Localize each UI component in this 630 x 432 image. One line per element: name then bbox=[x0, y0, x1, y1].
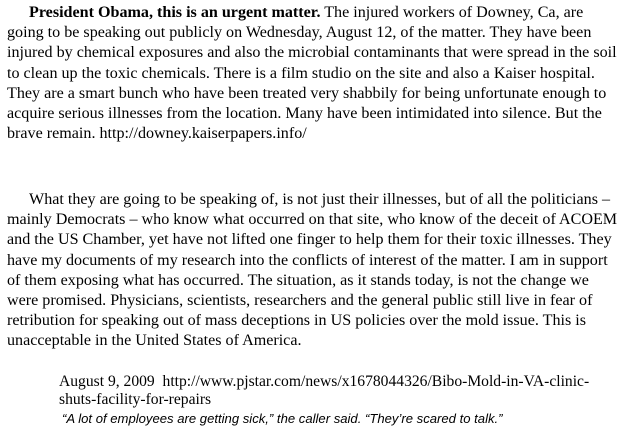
citation-url: http://www.pjstar.com/news/x1678044326/Bibo-Mold-in-VA-clinic-shuts-facility-for-repairs bbox=[59, 373, 590, 409]
letter-paragraph-2: What they are going to be speaking of, is not just their illnesses, but of all the politicians – mainly Democrats – who know what occurred on that site, who know of the deceit of ACOEM and the US Chamber, yet have not lifted one finger to help them for their toxic illnesses. They have my documents of my research into the conflicts of interest of the matter. I am in support of them exposing what has occurred. The situation, as it stands today, is not the change we were promised. Physicians, scientists, researchers and the general public still live in fear of retribution for speaking out of mass deceptions in US policies over the mold issue. This is unacceptable in the United States of America. bbox=[7, 191, 618, 350]
citation-quote: “A lot of employees are getting sick,” the caller said. “They’re scared to talk.” bbox=[62, 411, 503, 426]
paragraph-1-body: The injured workers of Downey, Ca, are going to be speaking out publicly on Wednesday, August 12, of the matter. They have been injured by chemical exposures and also the microbial contaminants that were spread in the soil to clean up the toxic chemicals. There is a film studio on the site and also a Kaiser hospital. They are a smart bunch who have been treated very shabbily for being unfortunate enough to acquire serious illnesses from the location. Many have been intimidated into silence. But the brave remain. http://downey.kaiserpapers.info/ bbox=[7, 4, 617, 143]
urgent-lead-sentence: President Obama, this is an urgent matter. bbox=[29, 4, 321, 21]
letter-paragraph-1 bbox=[7, 3, 623, 144]
citation-date: August 9, 2009 bbox=[59, 373, 155, 390]
citation-line bbox=[59, 373, 619, 410]
